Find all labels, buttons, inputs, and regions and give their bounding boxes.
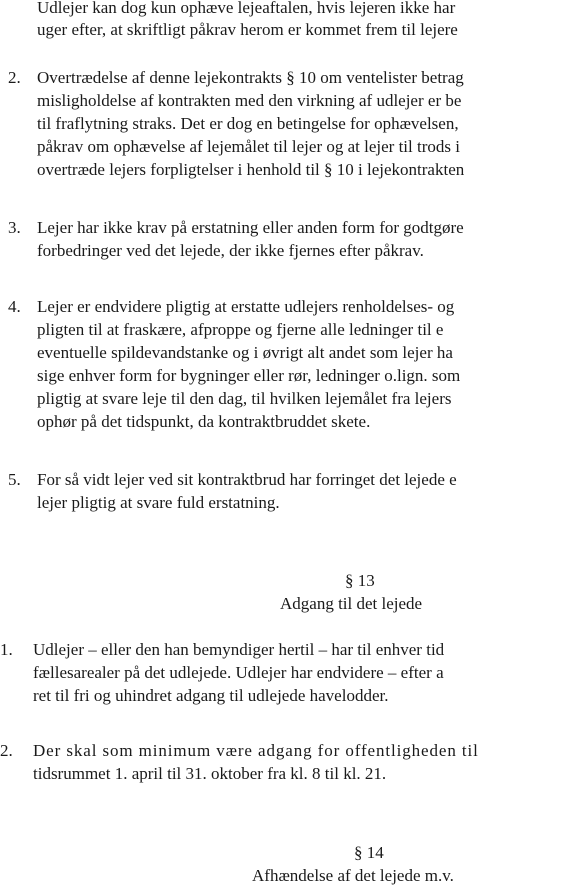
- paragraph-line: uger efter, at skriftligt påkrav herom er kommet frem til lejere: [37, 20, 458, 39]
- list-item-line: Overtrædelse af denne lejekontrakts § 10 om ventelister betrag: [37, 68, 464, 87]
- section-number: § 14: [354, 843, 384, 862]
- list-item-number: 4.: [8, 297, 21, 316]
- list-item-line: påkrav om ophævelse af lejemålet til lejer og at lejer til trods i: [37, 137, 460, 156]
- list-item-line: forbedringer ved det lejede, der ikke fjernes efter påkrav.: [37, 241, 424, 260]
- list-item-number: 2.: [0, 741, 13, 760]
- list-item-line: ophør på det tidspunkt, da kontraktbruddet skete.: [37, 412, 371, 431]
- list-item-line: til fraflytning straks. Det er dog en betingelse for ophævelsen,: [37, 114, 459, 133]
- list-item-line: eventuelle spildevandstanke og i øvrigt alt andet som lejer ha: [37, 343, 453, 362]
- list-item-line: fællesarealer på det udlejede. Udlejer har endvidere – efter a: [33, 663, 444, 682]
- list-item-line: For så vidt lejer ved sit kontraktbrud har forringet det lejede e: [37, 470, 457, 489]
- list-item-line: ret til fri og uhindret adgang til udlejede havelodder.: [33, 686, 389, 705]
- paragraph-line: Udlejer kan dog kun ophæve lejeaftalen, hvis lejeren ikke har: [37, 0, 456, 17]
- section-title: Adgang til det lejede: [280, 594, 423, 613]
- list-item-line: misligholdelse af kontrakten med den virkning af udlejer er be: [37, 91, 462, 110]
- list-item-number: 5.: [8, 470, 21, 489]
- list-item-line: Udlejer – eller den han bemyndiger hertil – har til enhver tid: [33, 640, 445, 659]
- list-item-line: pligten til at fraskære, afproppe og fjerne alle ledninger til e: [37, 320, 444, 339]
- list-item-line: Lejer er endvidere pligtig at erstatte udlejers renholdelses- og: [37, 297, 455, 316]
- list-item-number: 3.: [8, 218, 21, 237]
- list-item-number: 2.: [8, 68, 21, 87]
- list-item-line: lejer pligtig at svare fuld erstatning.: [37, 493, 280, 512]
- list-item-line: tidsrummet 1. april til 31. oktober fra kl. 8 til kl. 21.: [33, 764, 387, 783]
- list-item-line: pligtig at svare leje til den dag, til hvilken lejemålet fra lejers: [37, 389, 452, 408]
- section-title: Afhændelse af det lejede m.v.: [252, 866, 454, 885]
- list-item-line: Lejer har ikke krav på erstatning eller anden form for godtgøre: [37, 218, 464, 237]
- list-item-number: 1.: [0, 640, 13, 659]
- section-number: § 13: [345, 571, 375, 590]
- list-item-line: sige enhver form for bygninger eller rør, ledninger o.lign. som: [37, 366, 461, 385]
- list-item-line: Der skal som minimum være adgang for offentligheden til: [33, 741, 479, 760]
- list-item-line: overtræde lejers forpligtelser i henhold til § 10 i lejekontrakten: [37, 160, 465, 179]
